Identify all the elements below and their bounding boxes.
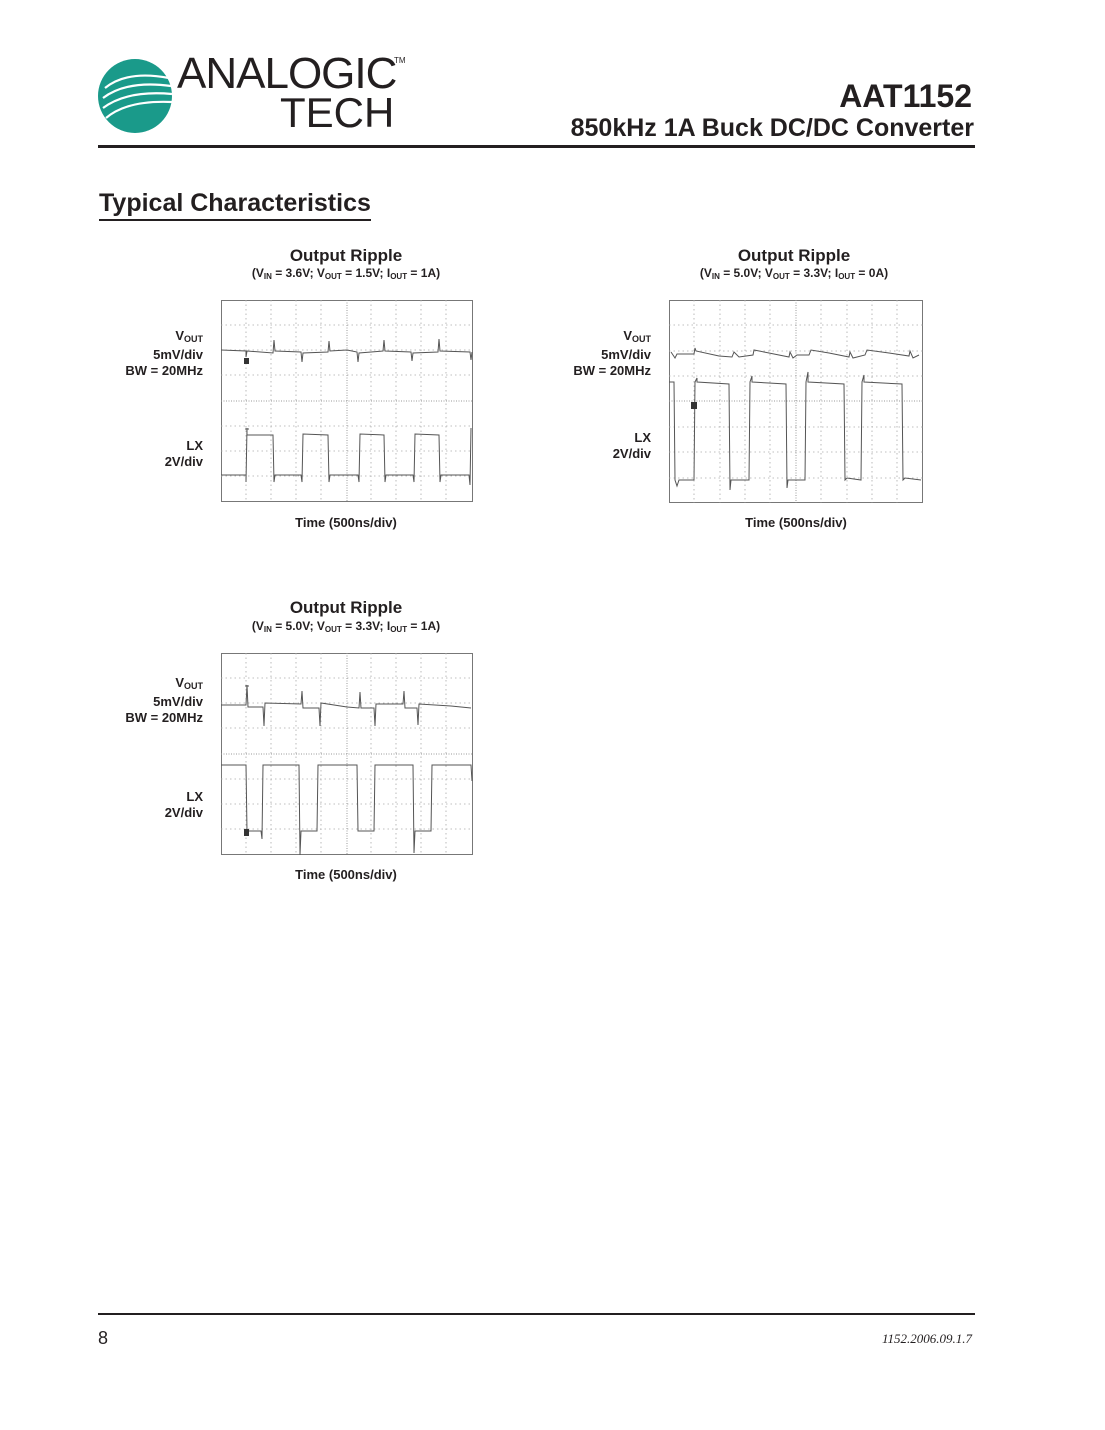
chart-2-lx-label: LX 2V/div: [612, 430, 651, 461]
logo-wordmark-analogic: ANALOGIC: [177, 49, 397, 98]
footer-divider: [98, 1313, 975, 1315]
trademark-symbol: TM: [394, 56, 406, 65]
chart-1-x-axis-label: Time (500ns/div): [295, 515, 397, 530]
logo-wordmark-tech: TECH: [280, 89, 395, 136]
chart-2-vout-label: $V_{OUT}$ 5mV/div BW = 20MHz: [573, 328, 651, 378]
page-number: 8: [98, 1328, 109, 1348]
chart-2-oscilloscope-plot: [669, 300, 923, 508]
document-id: 1152.2006.09.1.7: [881, 1331, 972, 1346]
chart-1-vout-label: $V_{OUT}$ 5mV/div BW = 20MHz: [125, 328, 203, 378]
chart-1-conditions: ($V_{IN} = 3.6V$; $V_{OUT} = 1.5V$; $I_{OUT} = 1A$): [251, 266, 441, 281]
chart-3-title: Output Ripple: [289, 598, 403, 617]
chart-2-title: Output Ripple: [737, 246, 851, 265]
chart-2-conditions: ($V_{IN} = 5.0V$; $V_{OUT} = 3.3V$; $I_{OUT} = 0A$): [699, 266, 889, 281]
chart-1-title: Output Ripple: [289, 246, 403, 265]
chart-2-x-axis-label: Time (500ns/div): [745, 515, 847, 530]
company-logo-mark: [97, 58, 173, 134]
header-divider: [98, 145, 975, 148]
chart-3-x-axis-label: Time (500ns/div): [295, 867, 397, 882]
document-subtitle: 850kHz 1A Buck DC/DC Converter: [570, 114, 974, 142]
chart-1-oscilloscope-plot: [221, 300, 473, 507]
chart-1-lx-label: LX 2V/div: [164, 438, 203, 469]
part-number: AAT1152: [839, 78, 972, 114]
section-title: Typical Characteristics: [99, 188, 371, 221]
chart-3-lx-label: LX 2V/div: [164, 789, 203, 820]
chart-3-oscilloscope-plot: [221, 653, 473, 860]
chart-3-vout-label: $V_{OUT}$ 5mV/div BW = 20MHz: [125, 675, 203, 725]
chart-3-conditions: ($V_{IN} = 5.0V$; $V_{OUT} = 3.3V$; $I_{OUT} = 1A$): [251, 619, 441, 634]
